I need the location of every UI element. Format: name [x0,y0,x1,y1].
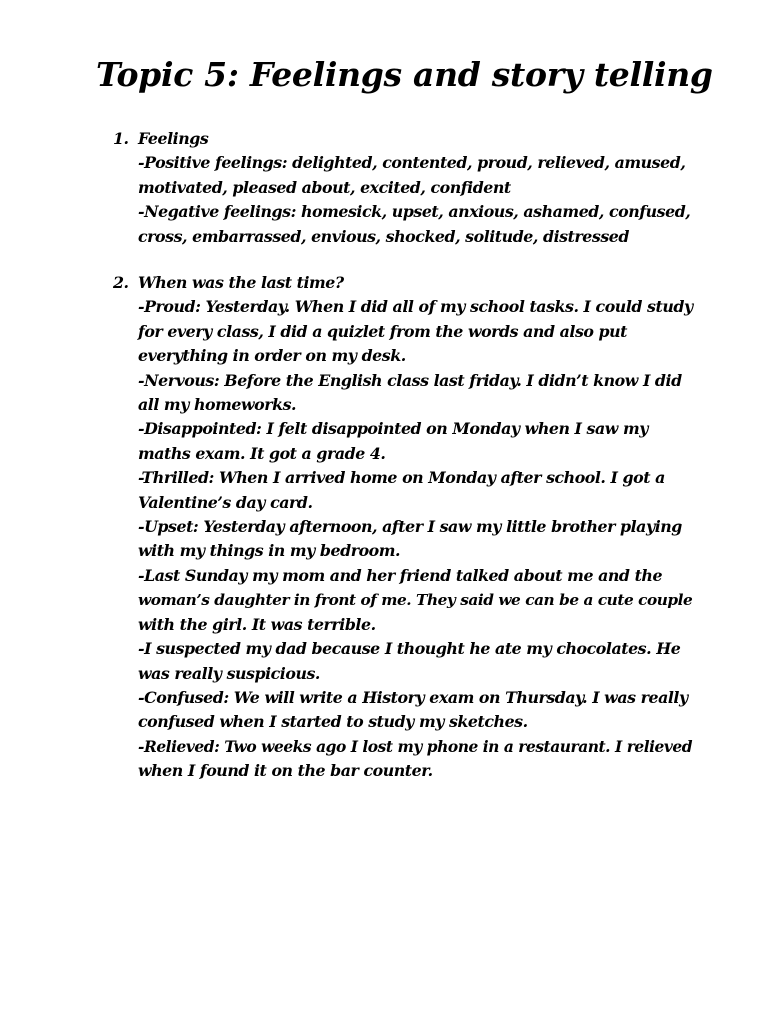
text-line: motivated, pleased about, excited, confident [138,177,511,197]
text-line: with the girl. It was terrible. [138,614,376,634]
text-line: was really suspicious. [138,663,320,683]
text-line: maths exam. It got a grade 4. [138,443,386,463]
section-number: 1. [113,129,129,148]
text-line: with my things in my bedroom. [138,541,401,561]
text-line: cross, embarrassed, envious, shocked, solitude, distressed [138,226,629,246]
section-heading [113,127,693,151]
text-line: -Disappointed: I felt disappointed on Monday when I saw my [138,419,648,439]
text-line: Valentine’s day card. [138,492,313,512]
text-line: for every class, I did a quizlet from the words and also put [138,321,627,341]
text-line: -Confused: We will write a History exam on Thursday. I was really [138,687,688,707]
text-line: woman’s daughter in front of me. They said we can be a cute couple [138,591,693,610]
section-heading [113,271,693,295]
text-line: -Proud: Yesterday. When I did all of my school tasks. I could study [138,297,693,317]
text-line: when I found it on the bar counter. [138,761,433,781]
text-line: -Relieved: Two weeks ago I lost my phone in a restaurant. I relieved [138,737,693,756]
text-line: -Thrilled: When I arrived home on Monday after school. I got a [138,468,665,488]
text-line: -Last Sunday my mom and her friend talked about me and the [138,565,663,585]
text-line: -Nervous: Before the English class last friday. I didn’t know I did [138,370,682,390]
section-last-time [113,271,693,784]
section-number: 2. [113,273,129,292]
text-line: -I suspected my dad because I thought he ate my chocolates. He [138,639,681,659]
text-line: -Upset: Yesterday afternoon, after I saw my little brother playing [138,517,682,537]
text-line: everything in order on my desk. [138,346,406,366]
text-line: confused when I started to study my sketches. [138,712,528,732]
page-title: Topic 5: Feelings and story telling [96,55,713,94]
text-line: -Negative feelings: homesick, upset, anxious, ashamed, confused, [138,202,691,222]
section-heading-text: When was the last time? [138,273,344,292]
section-heading-text: Feelings [138,129,209,148]
text-line: -Positive feelings: delighted, contented, proud, relieved, amused, [138,153,686,173]
section-feelings [113,127,693,249]
text-line: all my homeworks. [138,395,297,415]
